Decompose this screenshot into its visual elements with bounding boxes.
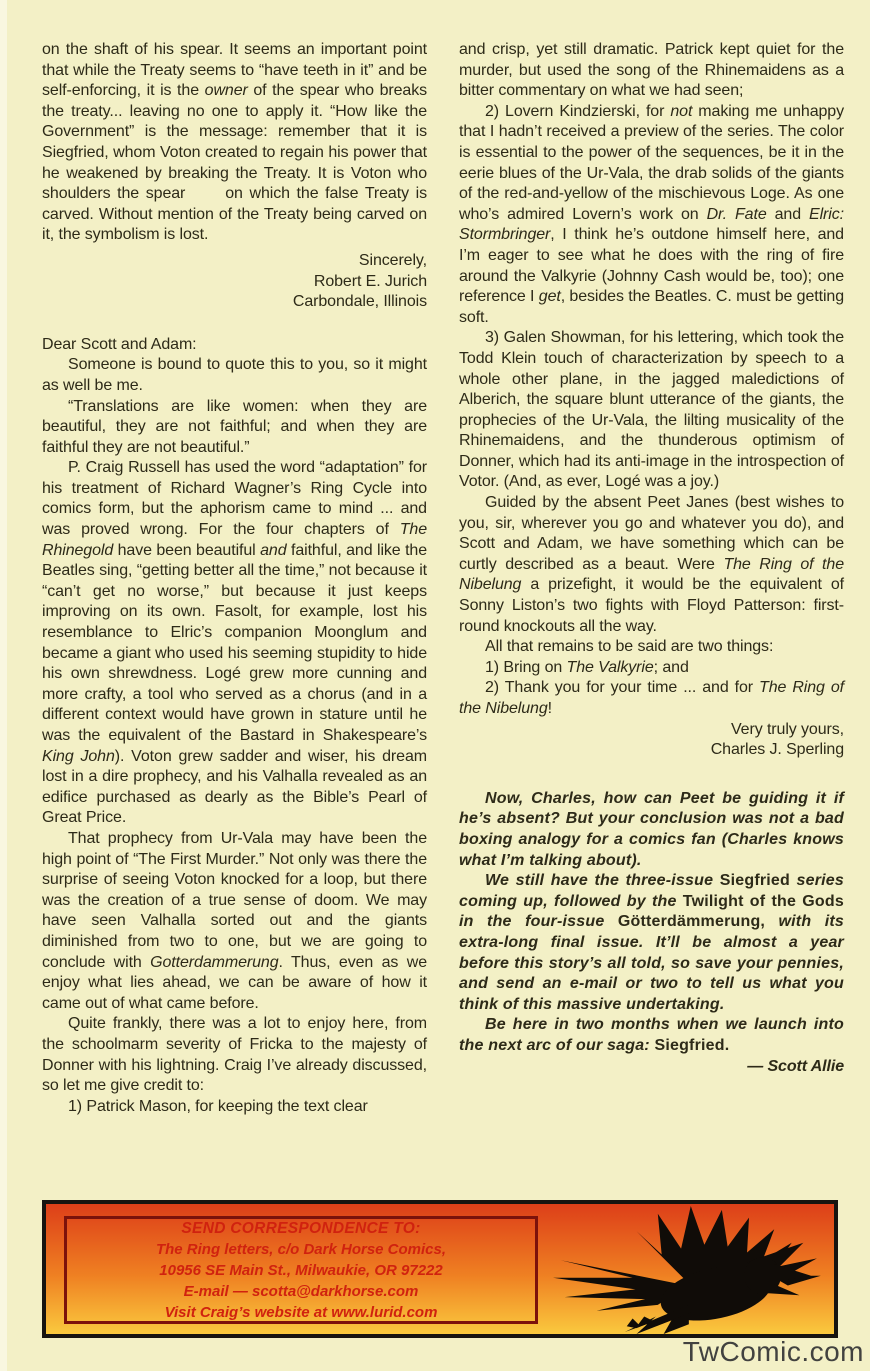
letter-paragraph: 1) Patrick Mason, for keeping the text clear [68,1097,368,1115]
raven-icon [538,1204,830,1334]
letters-columns [42,40,844,1117]
letter-column-left [42,40,427,1117]
letter-paragraph: P. Craig Russell has used the word “adaptation” for his treatment of Richard Wagner’s Ring Cycle into comics form, but the aphorism came to mind ... and was proved wrong. For the four chapters of The Rhinegold have been beautiful and faithful, and like the Beatles sing, “getting better all the time,” not because it “can’t get no worse,” but because it just keeps improving on its own. Fasolt, for example, lost his resemblance to Elric’s companion Moonglum and became a giant who used his seeming stupidity to hide his own shrewdness. Logé grew more cunning and more crafty, a tool who served as a chorus (and in a different context would have grown in stature until he was the equivalent of the Bastard in Shakespeare’s King John). Voton grew sadder and wiser, his dream lost in a dire prophecy, and his Valhalla revealed as an edifice purchased as dearly as the Bible’s Pearl of Great Price. [42,459,428,827]
letter-paragraph: and crisp, yet still dramatic. Patrick kept quiet for the murder, but used the song of the Rhinemaidens as a bitter commentary on what we had seen; [459,41,844,100]
letter-paragraph: Sincerely, [358,251,427,269]
letter-paragraph: Very truly yours, [730,720,844,738]
letter-paragraph: That prophecy from Ur-Vala may have been the high point of “The First Murder.” Not only was there the surprise of seeing Voton knocked for a loop, but there was the creation of a true sense of doom. We may have seen Valhalla sorted out and the giants diminished from two to one, but we are going to conclude with Gotterdammerung. Thus, even as we enjoy what lies ahead, we can be aware of how it came out of what came before. [42,829,428,1012]
correspondence-banner [42,1200,838,1338]
letter-paragraph: Robert E. Jurich [313,272,427,290]
letter-paragraph: Dear Scott and Adam: [42,335,197,353]
letter-paragraph: 2) Lovern Kindzierski, for not making me unhappy that I hadn’t received a preview of the series. The color is essential to the power of the sequences, be it in the eerie blues of the Ur-Vala, the drab solids of the giants of the red-and-yellow of the mischievous Loge. As one who’s admired Lovern’s work on Dr. Fate and Elric: Stormbringer, I think he’s outdone himself here, and I’m eager to see what he does with the ring of fire around the Valkyrie (Johnny Cash would be, too); one reference I get, besides the Beatles. C. must be getting soft. [459,102,844,326]
letter-paragraph: 2) Thank you for your time ... and for The Ring of the Nibelung! [459,679,844,717]
letter-paragraph: Carbondale, Illinois [292,293,427,311]
letter-paragraph: “Translations are like women: when they are beautiful, they are not faithful; and when they are faithful they are not beautiful.” [42,397,427,456]
letter-paragraph: All that remains to be said are two things: [485,638,774,656]
letter-paragraph: Quite frankly, there was a lot to enjoy here, from the schoolmarm severity of Fricka to the majesty of Donner with his lightning. Craig I’ve already discussed, so let me give credit to: [42,1015,427,1095]
letter-column-right [459,40,844,1117]
letter-paragraph: We still have the three-issue Siegfried series coming up, followed by the Twilight of the Gods in the four-issue Götterdämmerung, with its extra-long final issue. It’ll be almost a year before this story’s all told, so save your pennies, and send an e-mail or two to tell us what you think of this massive undertaking. [459,872,845,1013]
correspondence-title: SEND CORRESPONDENCE TO: [181,1219,421,1237]
letter-paragraph: Guided by the absent Peet Janes (best wishes to you, sir, wherever you go and whatever you do), and Scott and Adam, we have something which can be curtly described as a beaut. Were The Ring of the Nibelung a prizefight, it would be the equivalent of Sonny Liston’s two fights with Floyd Patterson: first-round knockouts all the way. [459,494,845,635]
correspondence-box [64,1216,538,1324]
letter-paragraph: Be here in two months when we launch into the next arc of our saga: Siegfried. [459,1016,844,1054]
letter-paragraph: 3) Galen Showman, for his lettering, which took the Todd Klein touch of characterization by speech to a whole other plane, in the jagged maledictions of Alberich, the square blunt utterance of the giants, the prophecies of the Ur-Vala, the lilting musicality of the Rhinemaidens, and the thunderous optimism of Donner, which had its anti-image in the introspection of Votor. (And, as ever, Logé was a joy.) [459,329,844,491]
letter-paragraph: Now, Charles, how can Peet be guiding it if he’s absent? But your conclusion was not a bad boxing analogy for a comics fan (Charles knows what I’m talking about). [459,789,844,869]
letter-paragraph: Someone is bound to quote this to you, so it might as well be me. [42,356,427,394]
letter-paragraph: — Scott Allie [747,1057,844,1075]
letter-paragraph: on the shaft of his spear. It seems an important point that while the Treaty seems to “have teeth in it” and be self-enforcing, it is the owner of the spear who breaks the treaty... leaving no one to apply it. “How like the Government” is the message: remember that it is Siegfried, whom Voton created to regain his power that he weakened by breaking the Treaty. It is Voton who shoulders the spear on which the false Treaty is carved. Without mention of the Treaty being carved on it, the symbolism is lost. [42,41,427,244]
correspondence-website: Visit Craig’s website at www.lurid.com [164,1303,438,1321]
correspondence-email: E-mail — scotta@darkhorse.com [183,1282,419,1300]
letter-paragraph: Charles J. Sperling [710,741,844,759]
correspondence-address-line-1: The Ring letters, c/o Dark Horse Comics, [155,1240,447,1258]
page-edge-highlight [0,0,7,1371]
letter-paragraph: 1) Bring on The Valkyrie; and [485,658,689,676]
watermark: TwComic.com [682,1336,864,1367]
correspondence-address-line-2: 10956 SE Main St., Milwaukie, OR 97222 [159,1261,443,1279]
